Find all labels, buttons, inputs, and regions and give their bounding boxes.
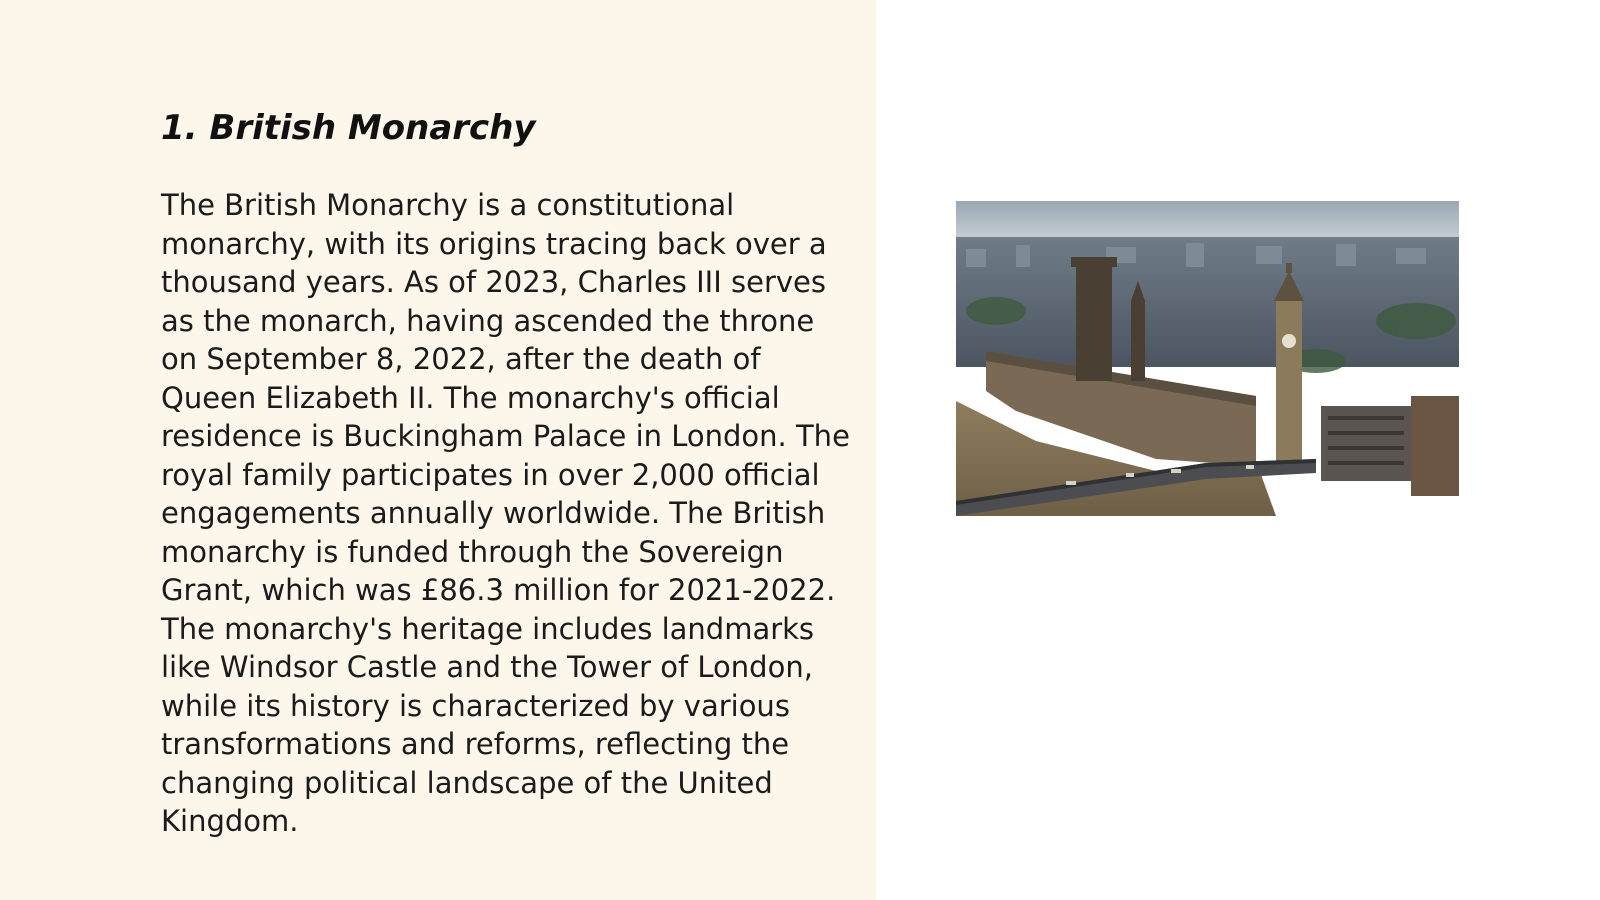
- westminster-photo: [956, 201, 1459, 516]
- body-paragraph: The British Monarchy is a constitutional monarchy, with its origins tracing back over a thousand years. As of 2023, Charles III serves as the monarch, having ascended the throne on September 8, 2022, after the death of Queen Elizabeth II. The monarchy's official residence is Buckingham Palace in London. The royal family participates in over 2,000 official engagements annually worldwide. The British monarchy is funded through the Sovereign Grant, which was £86.3 million for 2021-2022. The monarchy's heritage includes landmarks like Windsor Castle and the Tower of London, while its history is characterized by various transformations and reforms, reflecting the changing political landscape of the United Kingdom.: [161, 188, 850, 838]
- slide-title: 1. British Monarchy: [161, 108, 536, 148]
